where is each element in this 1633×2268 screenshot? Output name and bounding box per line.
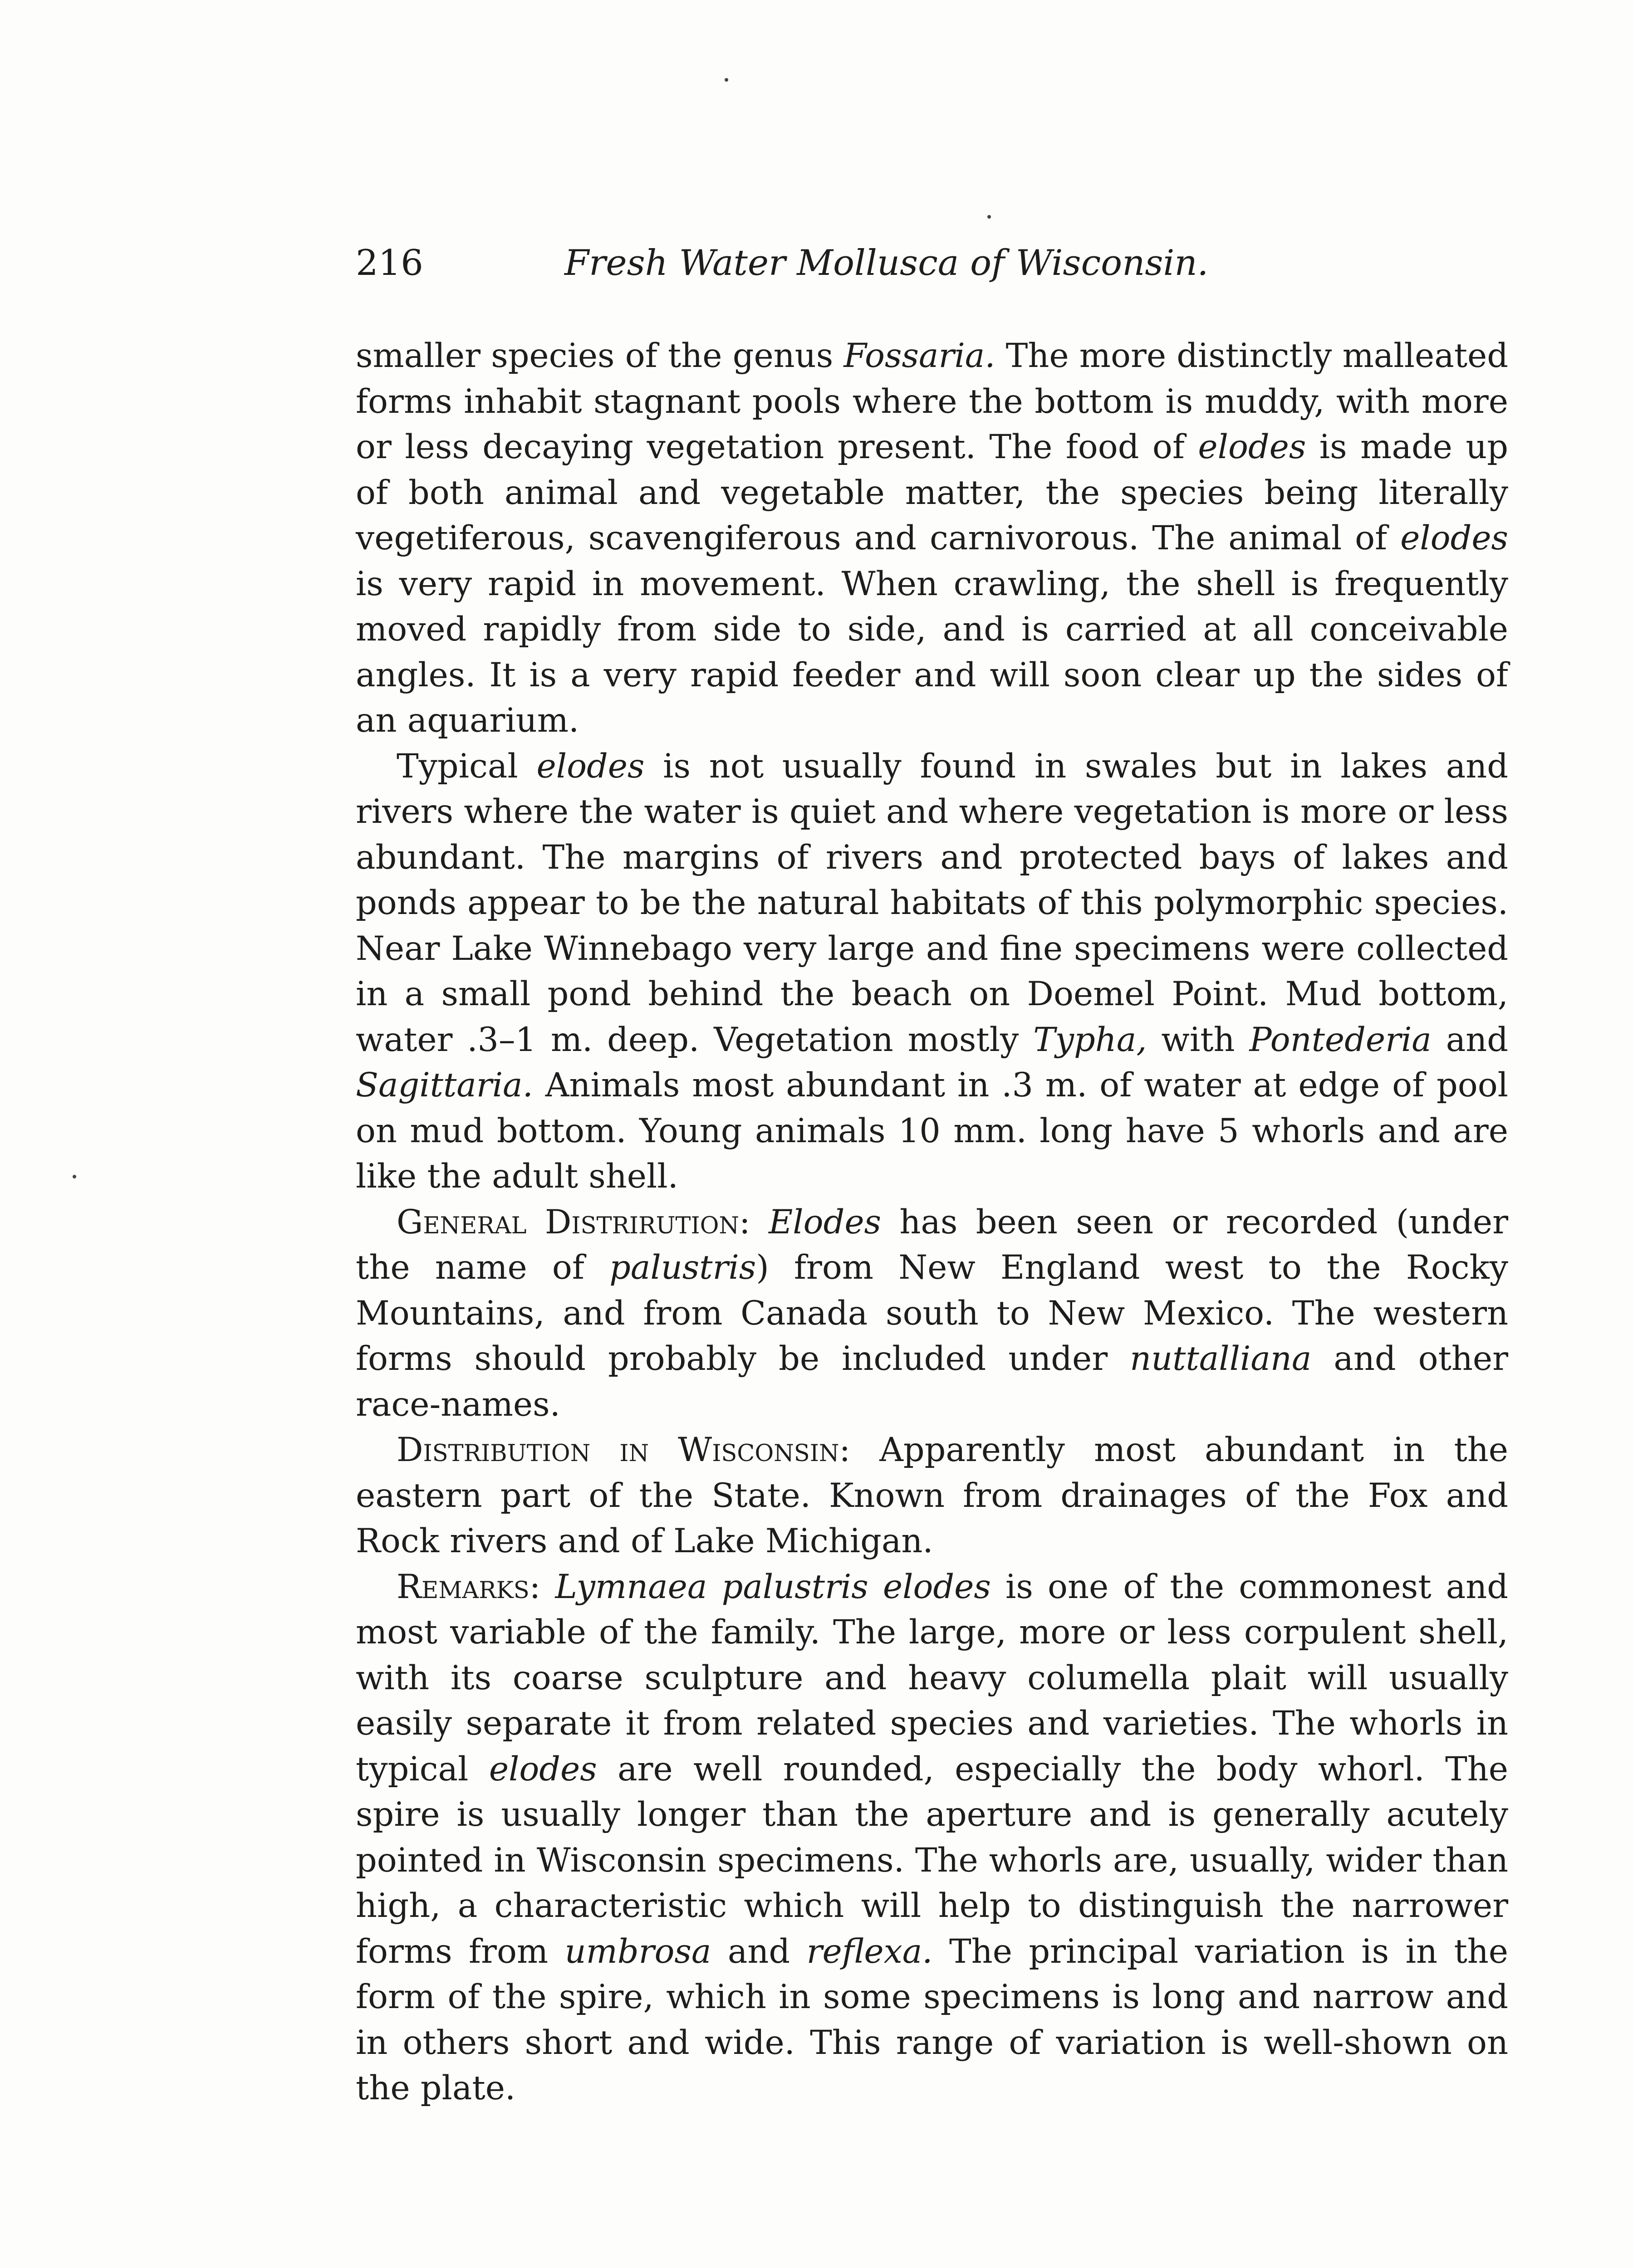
text-run: Sagittaria. xyxy=(356,1066,533,1105)
page-number: 216 xyxy=(356,243,423,284)
text-run: The more distinctly malleated forms inhabit stagnant pools where the bottom is muddy, with more or less decaying vegetation present. The food of xyxy=(356,337,1508,466)
section-heading: General Distrirution: xyxy=(397,1202,750,1242)
text-run: elodes xyxy=(489,1750,597,1789)
section-heading: Distribution in Wisconsin: xyxy=(397,1431,851,1469)
text-run: with xyxy=(1147,1020,1250,1059)
text-run: elodes xyxy=(1198,428,1306,466)
text-run: elodes xyxy=(1400,519,1508,557)
text-run: Apparently most abundant in the eastern part of the State. Known from drainages of the Fox and Rock rivers and of Lake Michigan. xyxy=(356,1431,1508,1560)
scan-speck xyxy=(725,78,728,82)
text-run: Typical xyxy=(397,747,537,786)
text-run: and xyxy=(711,1932,807,1971)
text-run: The principal variation is in the form of the spire, which in some specimens is long and narrow and in others short and wide. This range of variation is well-shown on the plate. xyxy=(356,1932,1508,2107)
text-run xyxy=(750,1203,769,1242)
paragraph-3 xyxy=(356,1200,1508,1428)
text-run: palustris xyxy=(609,1248,756,1287)
text-run: Pontederia xyxy=(1249,1020,1432,1059)
text-run: Elodes xyxy=(769,1202,881,1242)
running-title: Fresh Water Mollusca of Wisconsin. xyxy=(564,243,1209,284)
text-run: Fossaria. xyxy=(843,337,995,375)
page-header xyxy=(356,236,1508,290)
text-run: nuttalliana xyxy=(1130,1339,1312,1378)
text-run: and other race-names. xyxy=(356,1339,1509,1424)
text-run: umbrosa xyxy=(564,1932,711,1971)
text-run: reflexa. xyxy=(806,1932,933,1971)
text-run: Animals most abundant in .3 m. of water at edge of pool on mud bottom. Young animals 10 mm. long have 5 whorls and are like the adult shell. xyxy=(356,1066,1508,1196)
paragraph-4 xyxy=(356,1427,1508,1564)
text-run: is not usually found in swales but in lakes and rivers where the water is quiet and where vegetation is more or less abundant. The margins of rivers and protected bays of lakes and ponds appear to be the natural habitats of this polymorphic species. Near Lake Winnebago very large and fine specimens were collected in a small pond behind the beach on Doemel Point. Mud bottom, water .3–1 m. deep. Vegetation mostly xyxy=(356,747,1509,1059)
text-run xyxy=(540,1568,555,1606)
text-run: Typha, xyxy=(1033,1020,1147,1059)
scan-speck xyxy=(987,215,991,219)
text-run: has been seen or recorded (under the name of xyxy=(356,1202,1508,1287)
text-run: are well rounded, especially the body whorl. The spire is usually longer than the aperture and is generally acutely pointed in Wisconsin specimens. The whorls are, usually, wider than high, a characteristic which will help to distinguish the narrower forms from xyxy=(356,1750,1508,1971)
scan-speck xyxy=(73,1175,76,1178)
body-text xyxy=(356,333,1508,2112)
text-run: is very rapid in movement. When crawling, the shell is frequently moved rapidly from side to side, and is carried at all conceivable angles. It is a very rapid feeder and will soon clear up the sides of an aquarium. xyxy=(356,564,1508,740)
paragraph-2 xyxy=(356,744,1508,1200)
text-run: is one of the commonest and most variable of the family. The large, more or less corpulent shell, with its coarse sculpture and heavy columella plait will usually easily separate it from related species and varieties. The whorls in typical xyxy=(356,1567,1508,1789)
text-run: is made up of both animal and vegetable matter, the species being literally vegetiferous, scavengiferous and carnivorous. The animal of xyxy=(356,428,1509,557)
paragraph-5 xyxy=(356,1564,1508,2112)
text-run: Lymnaea palustris elodes xyxy=(555,1567,991,1606)
section-heading: Remarks: xyxy=(397,1567,541,1606)
text-run: and xyxy=(1431,1020,1508,1059)
text-run: elodes xyxy=(536,747,645,786)
text-run: ) from New England west to the Rocky Mountains, and from Canada south to New Mexico. The western forms should probably be included under xyxy=(356,1248,1508,1378)
paragraph-1 xyxy=(356,333,1508,744)
text-run: smaller species of the genus xyxy=(356,337,844,375)
